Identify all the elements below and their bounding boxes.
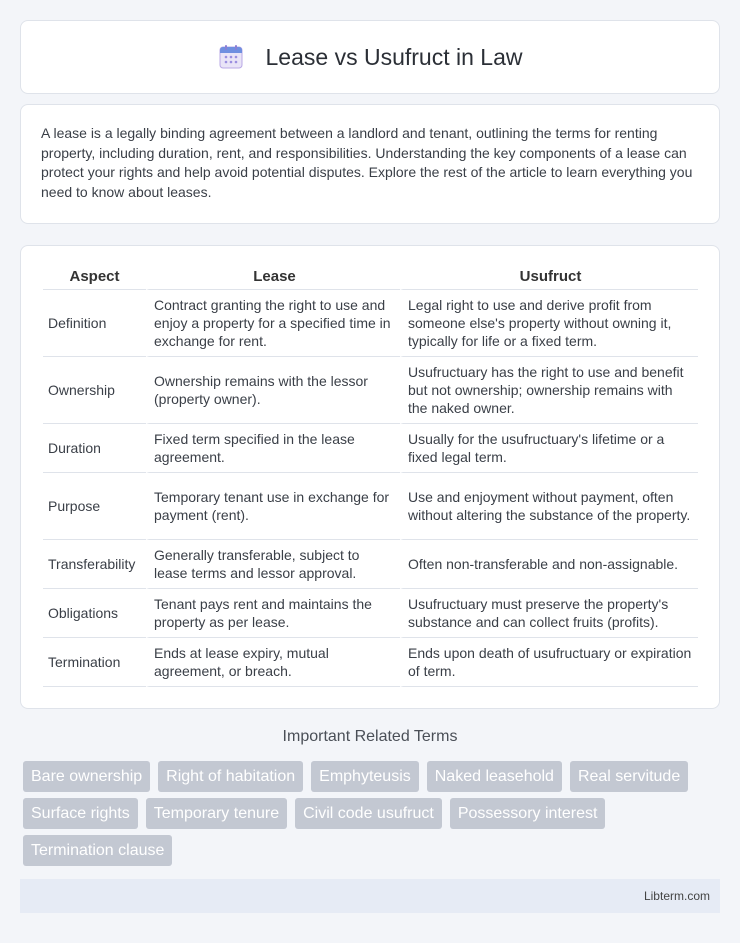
cell-lease: Tenant pays rent and maintains the property as per lease. <box>146 589 400 638</box>
table-row <box>43 540 698 589</box>
table-row <box>43 424 698 473</box>
tag-civil-code-usufruct[interactable]: Civil code usufruct <box>295 798 442 829</box>
page-title: Lease vs Usufruct in Law <box>265 43 523 70</box>
tag-emphyteusis[interactable]: Emphyteusis <box>311 761 419 792</box>
comparison-card <box>20 245 720 709</box>
table-row <box>43 357 698 424</box>
cell-aspect: Transferability <box>43 540 146 589</box>
cell-usufruct: Legal right to use and derive profit from someone else's property without owning it, typically for life or a fixed term. <box>400 290 698 357</box>
footer <box>20 879 720 913</box>
cell-lease: Contract granting the right to use and enjoy a property for a specified time in exchange for rent. <box>146 290 400 357</box>
title-wrap <box>218 44 523 71</box>
cell-lease: Ownership remains with the lessor (property owner). <box>146 357 400 424</box>
intro-text: A lease is a legally binding agreement between a landlord and tenant, outlining the terms for renting property, including duration, rent, and responsibilities. Understanding the key components of a lease can protect your rights and help avoid potential disputes. Explore the rest of the article to learn everything you need to know about leases. <box>41 125 693 200</box>
cell-usufruct: Usufructuary must preserve the property's substance and can collect fruits (profits). <box>400 589 698 638</box>
related-terms-title: Important Related Terms <box>282 728 458 745</box>
header-lease: Lease <box>146 264 400 290</box>
tag-right-of-habitation[interactable]: Right of habitation <box>158 761 303 792</box>
cell-aspect: Ownership <box>43 357 146 424</box>
cell-lease: Fixed term specified in the lease agreement. <box>146 424 400 473</box>
comparison-table <box>43 264 698 687</box>
tag-bare-ownership[interactable]: Bare ownership <box>23 761 150 792</box>
tag-possessory-interest[interactable]: Possessory interest <box>450 798 606 829</box>
calendar-icon <box>218 44 244 70</box>
cell-lease: Ends at lease expiry, mutual agreement, or breach. <box>146 638 400 687</box>
related-terms-tags <box>23 761 723 872</box>
header-card <box>20 20 720 94</box>
table-row <box>43 473 698 540</box>
intro-card <box>20 104 720 224</box>
header-usufruct: Usufruct <box>400 264 698 290</box>
tag-termination-clause[interactable]: Termination clause <box>23 835 172 866</box>
cell-lease: Generally transferable, subject to lease terms and lessor approval. <box>146 540 400 589</box>
cell-usufruct: Usufructuary has the right to use and benefit but not ownership; ownership remains with the naked owner. <box>400 357 698 424</box>
cell-aspect: Obligations <box>43 589 146 638</box>
table-row <box>43 290 698 357</box>
cell-aspect: Termination <box>43 638 146 687</box>
tag-surface-rights[interactable]: Surface rights <box>23 798 138 829</box>
cell-aspect: Purpose <box>43 473 146 540</box>
tag-temporary-tenure[interactable]: Temporary tenure <box>146 798 287 829</box>
cell-usufruct: Use and enjoyment without payment, often without altering the substance of the property. <box>400 473 698 540</box>
tag-naked-leasehold[interactable]: Naked leasehold <box>427 761 562 792</box>
cell-usufruct: Often non-transferable and non-assignable. <box>400 540 698 589</box>
cell-aspect: Duration <box>43 424 146 473</box>
cell-aspect: Definition <box>43 290 146 357</box>
tag-real-servitude[interactable]: Real servitude <box>570 761 688 792</box>
table-row <box>43 638 698 687</box>
footer-site-link[interactable]: Libterm.com <box>643 889 710 903</box>
cell-usufruct: Ends upon death of usufructuary or expiration of term. <box>400 638 698 687</box>
cell-usufruct: Usually for the usufructuary's lifetime or a fixed legal term. <box>400 424 698 473</box>
table-row <box>43 589 698 638</box>
table-header-row <box>43 264 698 290</box>
cell-lease: Temporary tenant use in exchange for payment (rent). <box>146 473 400 540</box>
header-aspect: Aspect <box>43 264 146 290</box>
